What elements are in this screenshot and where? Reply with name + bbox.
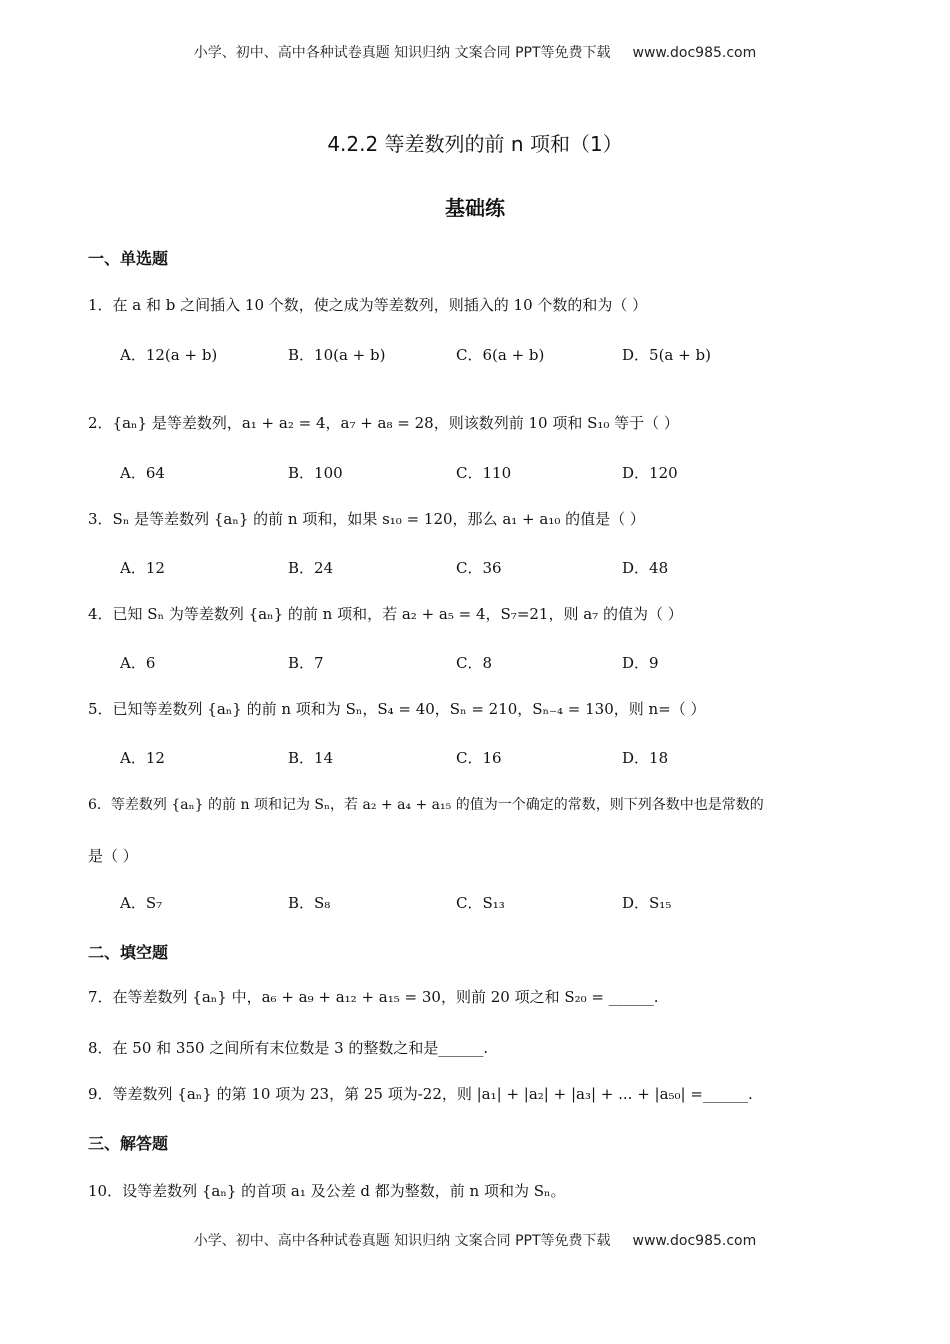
q6-option-b[interactable]: B．S₈ <box>288 894 331 912</box>
q2-option-a[interactable]: A．64 <box>120 464 165 482</box>
q5-option-a[interactable]: A．12 <box>120 749 165 767</box>
section-fill-blank: 二、填空题 <box>88 943 169 962</box>
q1-option-c[interactable]: C．6(a + b) <box>456 346 545 364</box>
q4-option-d[interactable]: D．9 <box>622 654 659 672</box>
q2-option-b[interactable]: B．100 <box>288 464 343 482</box>
q5-option-d[interactable]: D．18 <box>622 749 669 767</box>
page-title: 4.2.2 等差数列的前 n 项和（1） <box>327 132 623 156</box>
q2-option-c[interactable]: C．110 <box>456 464 512 482</box>
page-header <box>0 42 950 62</box>
section-solution: 三、解答题 <box>88 1134 169 1153</box>
question-3: 3．Sₙ 是等差数列 {aₙ} 的前 n 项和，如果 s₁₀ = 120，那么 a₁ + a₁₀ 的值是（ ） <box>88 510 645 528</box>
question-1: 1．在 a 和 b 之间插入 10 个数，使之成为等差数列，则插入的 10 个数的和为（ ） <box>88 296 648 314</box>
q6-option-c[interactable]: C．S₁₃ <box>456 894 505 912</box>
question-8: 8．在 50 和 350 之间所有末位数是 3 的整数之和是______. <box>88 1039 489 1057</box>
question-10: 10．设等差数列 {aₙ} 的首项 a₁ 及公差 d 都为整数，前 n 项和为 Sₙ。 <box>88 1182 566 1200</box>
q5-option-c[interactable]: C．16 <box>456 749 502 767</box>
q2-option-d[interactable]: D．120 <box>622 464 678 482</box>
q1-option-b[interactable]: B．10(a + b) <box>288 346 386 364</box>
q3-option-b[interactable]: B．24 <box>288 559 334 577</box>
header-site[interactable]: www.doc985.com <box>632 45 757 61</box>
q4-option-a[interactable]: A．6 <box>120 654 156 672</box>
question-9: 9．等差数列 {aₙ} 的第 10 项为 23，第 25 项为-22，则 |a₁| + |a₂| + |a₃| + ... + |a₅₀| =______. <box>88 1085 753 1103</box>
question-6-cont: 是（ ） <box>88 847 138 865</box>
q4-option-c[interactable]: C．8 <box>456 654 493 672</box>
q4-option-b[interactable]: B．7 <box>288 654 324 672</box>
q3-option-d[interactable]: D．48 <box>622 559 669 577</box>
section-single-choice: 一、单选题 <box>88 249 169 268</box>
question-6: 6．等差数列 {aₙ} 的前 n 项和记为 Sₙ，若 a₂ + a₄ + a₁₅ 的值为一个确定的常数，则下列各数中也是常数的 <box>88 797 764 813</box>
question-7: 7．在等差数列 {aₙ} 中，a₆ + a₉ + a₁₂ + a₁₅ = 30，则前 20 项之和 S₂₀ = ______. <box>88 988 659 1006</box>
footer-site[interactable]: www.doc985.com <box>632 1233 757 1249</box>
q3-option-a[interactable]: A．12 <box>120 559 165 577</box>
header-text: 小学、初中、高中各种试卷真题 知识归纳 文案合同 PPT等免费下载 <box>193 45 611 61</box>
page-subtitle: 基础练 <box>445 196 505 220</box>
footer-text: 小学、初中、高中各种试卷真题 知识归纳 文案合同 PPT等免费下载 <box>193 1233 611 1249</box>
q5-option-b[interactable]: B．14 <box>288 749 334 767</box>
q3-option-c[interactable]: C．36 <box>456 559 502 577</box>
page-footer <box>0 1230 950 1250</box>
question-5: 5．已知等差数列 {aₙ} 的前 n 项和为 Sₙ，S₄ = 40，Sₙ = 210，Sₙ₋₄ = 130，则 n=（ ） <box>88 700 706 718</box>
q1-option-a[interactable]: A．12(a + b) <box>120 346 218 364</box>
question-4: 4．已知 Sₙ 为等差数列 {aₙ} 的前 n 项和，若 a₂ + a₅ = 4，S₇=21，则 a₇ 的值为（ ） <box>88 605 683 623</box>
q6-option-d[interactable]: D．S₁₅ <box>622 894 672 912</box>
q1-option-d[interactable]: D．5(a + b) <box>622 346 711 364</box>
question-2: 2．{aₙ} 是等差数列，a₁ + a₂ = 4，a₇ + a₈ = 28，则该数列前 10 项和 S₁₀ 等于（ ） <box>88 414 679 432</box>
q6-option-a[interactable]: A．S₇ <box>120 894 163 912</box>
